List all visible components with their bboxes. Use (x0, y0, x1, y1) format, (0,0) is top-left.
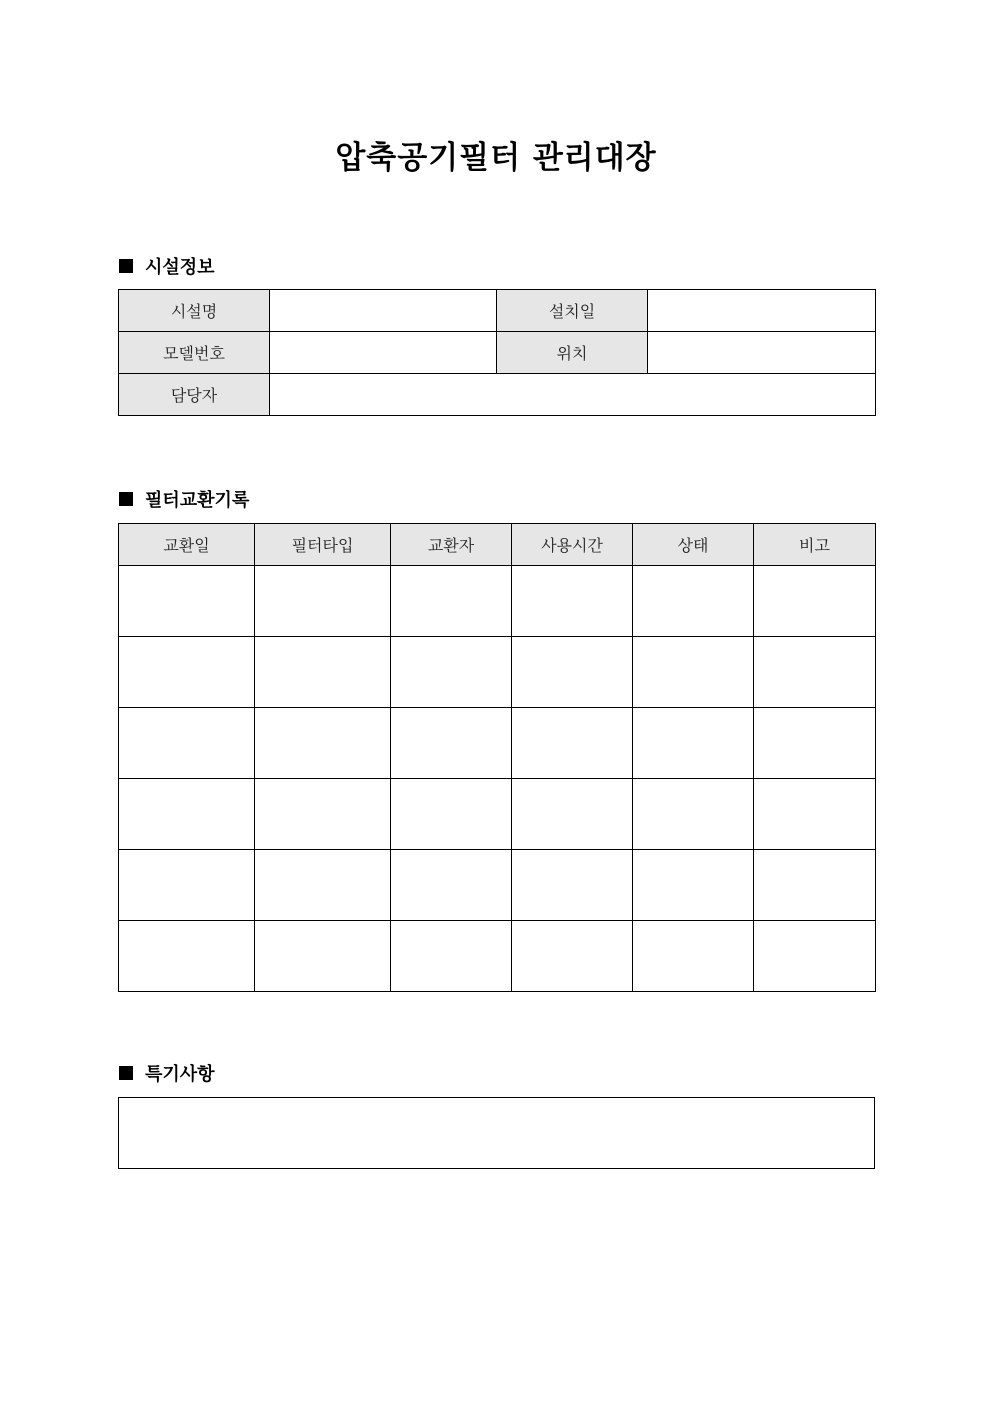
column-header-usage-hours: 사용시간 (512, 524, 633, 566)
remarks-field[interactable] (118, 1097, 875, 1169)
table-cell[interactable] (512, 637, 633, 708)
table-cell[interactable] (255, 850, 391, 921)
model-number-field[interactable] (270, 332, 497, 374)
square-bullet-icon (119, 259, 133, 273)
column-header-exchange-date: 교환일 (119, 524, 255, 566)
table-cell[interactable] (512, 779, 633, 850)
install-date-field[interactable] (648, 290, 876, 332)
location-field[interactable] (648, 332, 876, 374)
section-heading-facility (119, 253, 215, 279)
table-cell[interactable] (754, 779, 876, 850)
table-cell[interactable] (754, 921, 876, 992)
table-row (119, 637, 876, 708)
column-header-note: 비고 (754, 524, 876, 566)
install-date-label: 설치일 (497, 290, 648, 332)
location-label: 위치 (497, 332, 648, 374)
table-row (119, 566, 876, 637)
table-row (119, 708, 876, 779)
square-bullet-icon (119, 492, 133, 506)
manager-field[interactable] (270, 374, 876, 416)
square-bullet-icon (119, 1066, 133, 1080)
section-heading-remarks (119, 1060, 215, 1086)
table-cell[interactable] (255, 779, 391, 850)
column-header-filter-type: 필터타입 (255, 524, 391, 566)
table-cell[interactable] (633, 779, 754, 850)
table-cell[interactable] (119, 637, 255, 708)
table-cell[interactable] (255, 921, 391, 992)
table-cell[interactable] (633, 921, 754, 992)
table-cell[interactable] (512, 566, 633, 637)
filter-log-table (118, 523, 876, 992)
table-cell[interactable] (391, 779, 512, 850)
facility-info-table (118, 289, 876, 416)
section-heading-label: 시설정보 (145, 257, 215, 278)
table-cell[interactable] (391, 921, 512, 992)
table-cell[interactable] (512, 708, 633, 779)
manager-label: 담당자 (119, 374, 270, 416)
table-cell[interactable] (754, 850, 876, 921)
table-cell[interactable] (391, 637, 512, 708)
table-cell[interactable] (633, 708, 754, 779)
model-number-label: 모델번호 (119, 332, 270, 374)
table-cell[interactable] (255, 708, 391, 779)
table-cell[interactable] (119, 850, 255, 921)
table-cell[interactable] (391, 708, 512, 779)
table-cell[interactable] (633, 637, 754, 708)
facility-name-field[interactable] (270, 290, 497, 332)
table-cell[interactable] (633, 850, 754, 921)
table-row (119, 779, 876, 850)
column-header-status: 상태 (633, 524, 754, 566)
table-cell[interactable] (633, 566, 754, 637)
table-cell[interactable] (512, 850, 633, 921)
table-row (119, 921, 876, 992)
column-header-exchanger: 교환자 (391, 524, 512, 566)
table-row (119, 850, 876, 921)
table-cell[interactable] (754, 637, 876, 708)
table-cell[interactable] (255, 566, 391, 637)
facility-name-label: 시설명 (119, 290, 270, 332)
table-cell[interactable] (391, 566, 512, 637)
table-header-row (119, 524, 876, 566)
table-cell[interactable] (119, 779, 255, 850)
table-cell[interactable] (119, 921, 255, 992)
page-title: 압축공기필터 관리대장 (335, 140, 657, 176)
table-cell[interactable] (512, 921, 633, 992)
section-heading-label: 필터교환기록 (145, 490, 250, 511)
table-cell[interactable] (754, 566, 876, 637)
table-cell[interactable] (754, 708, 876, 779)
table-cell[interactable] (119, 708, 255, 779)
table-cell[interactable] (391, 850, 512, 921)
table-cell[interactable] (255, 637, 391, 708)
table-cell[interactable] (119, 566, 255, 637)
section-heading-label: 특기사항 (145, 1064, 215, 1085)
section-heading-filter-log (119, 486, 249, 512)
